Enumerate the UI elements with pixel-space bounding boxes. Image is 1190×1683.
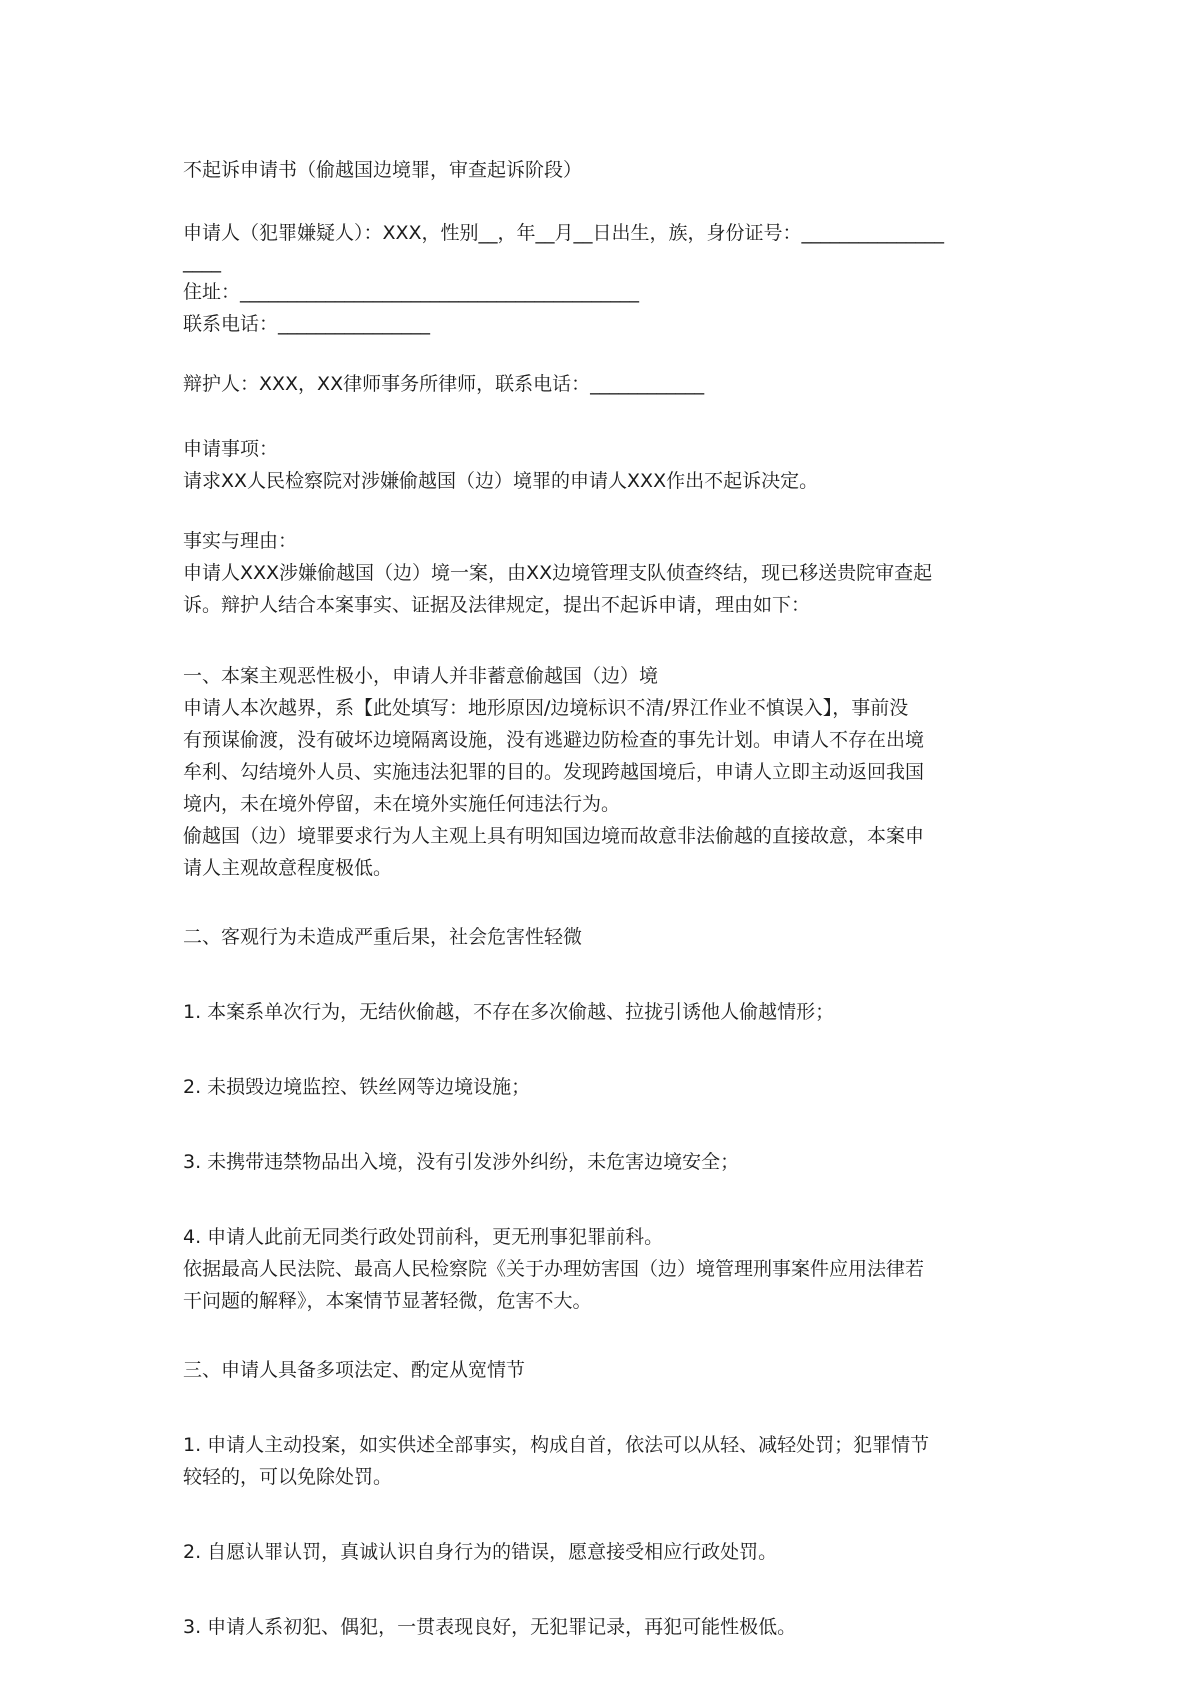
- section1-line: 牟利、勾结境外人员、实施违法犯罪的目的。发现跨越国境后，申请人立即主动返回我国: [183, 761, 925, 783]
- section2-item: 1. 本案系单次行为，无结伙偷越，不存在多次偷越、拉拢引诱他人偷越情形；: [183, 1001, 835, 1023]
- address-line: 住址：__________________________________________: [183, 281, 640, 303]
- section2-item: 2. 未损毁边境监控、铁丝网等边境设施；: [183, 1076, 531, 1098]
- section2-basis-line: 干问题的解释》，本案情节显著轻微，危害不大。: [183, 1290, 592, 1312]
- section2-item: 4. 申请人此前无同类行政处罚前科，更无刑事犯罪前科。: [183, 1226, 664, 1248]
- section3-item: 3. 申请人系初犯、偶犯，一贯表现良好，无犯罪记录，再犯可能性极低。: [183, 1616, 797, 1638]
- section1-line: 偷越国（边）境罪要求行为人主观上具有明知国边境而故意非法偷越的直接故意，本案申: [183, 825, 925, 847]
- section1-line: 请人主观故意程度极低。: [183, 857, 393, 879]
- facts-paragraph-line: 诉。辩护人结合本案事实、证据及法律规定，提出不起诉申请，理由如下：: [183, 594, 811, 616]
- facts-paragraph-line: 申请人XXX涉嫌偷越国（边）境一案，由XX边境管理支队侦查终结，现已移送贵院审查起: [183, 562, 933, 584]
- section3-item: 1. 申请人主动投案，如实供述全部事实，构成自首，依法可以从轻、减轻处罚；犯罪情节: [183, 1434, 930, 1456]
- request-heading: 申请事项：: [183, 438, 279, 460]
- facts-heading: 事实与理由：: [183, 530, 298, 552]
- document-title: 不起诉申请书（偷越国边境罪，审查起诉阶段）: [183, 159, 583, 181]
- section2-item: 3. 未携带违禁物品出入境，没有引发涉外纠纷，未危害边境安全；: [183, 1151, 740, 1173]
- applicant-info-continued: ____: [183, 251, 221, 273]
- request-body: 请求XX人民检察院对涉嫌偷越国（边）境罪的申请人XXX作出不起诉决定。: [183, 470, 819, 492]
- section2-heading: 二、客观行为未造成严重后果，社会危害性轻微: [183, 926, 583, 948]
- section3-item: 2. 自愿认罪认罚，真诚认识自身行为的错误，愿意接受相应行政处罚。: [183, 1541, 778, 1563]
- phone-line: 联系电话：________________: [183, 313, 431, 335]
- section1-line: 境内，未在境外停留，未在境外实施任何违法行为。: [183, 793, 621, 815]
- applicant-info: 申请人（犯罪嫌疑人）：XXX，性别__，年__月__日出生，族，身份证号：_______________: [183, 222, 945, 244]
- section1-line: 申请人本次越界，系【此处填写：地形原因/边境标识不清/界江作业不慎误入】，事前没: [183, 697, 909, 719]
- section3-item: 较轻的，可以免除处罚。: [183, 1466, 393, 1488]
- section2-basis-line: 依据最高人民法院、最高人民检察院《关于办理妨害国（边）境管理刑事案件应用法律若: [183, 1258, 925, 1280]
- defender-line: 辩护人：XXX，XX律师事务所律师，联系电话：____________: [183, 373, 705, 395]
- section1-heading: 一、本案主观恶性极小，申请人并非蓄意偷越国（边）境: [183, 665, 659, 687]
- section3-heading: 三、申请人具备多项法定、酌定从宽情节: [183, 1359, 526, 1381]
- section1-line: 有预谋偷渡，没有破坏边境隔离设施，没有逃避边防检查的事先计划。申请人不存在出境: [183, 729, 925, 751]
